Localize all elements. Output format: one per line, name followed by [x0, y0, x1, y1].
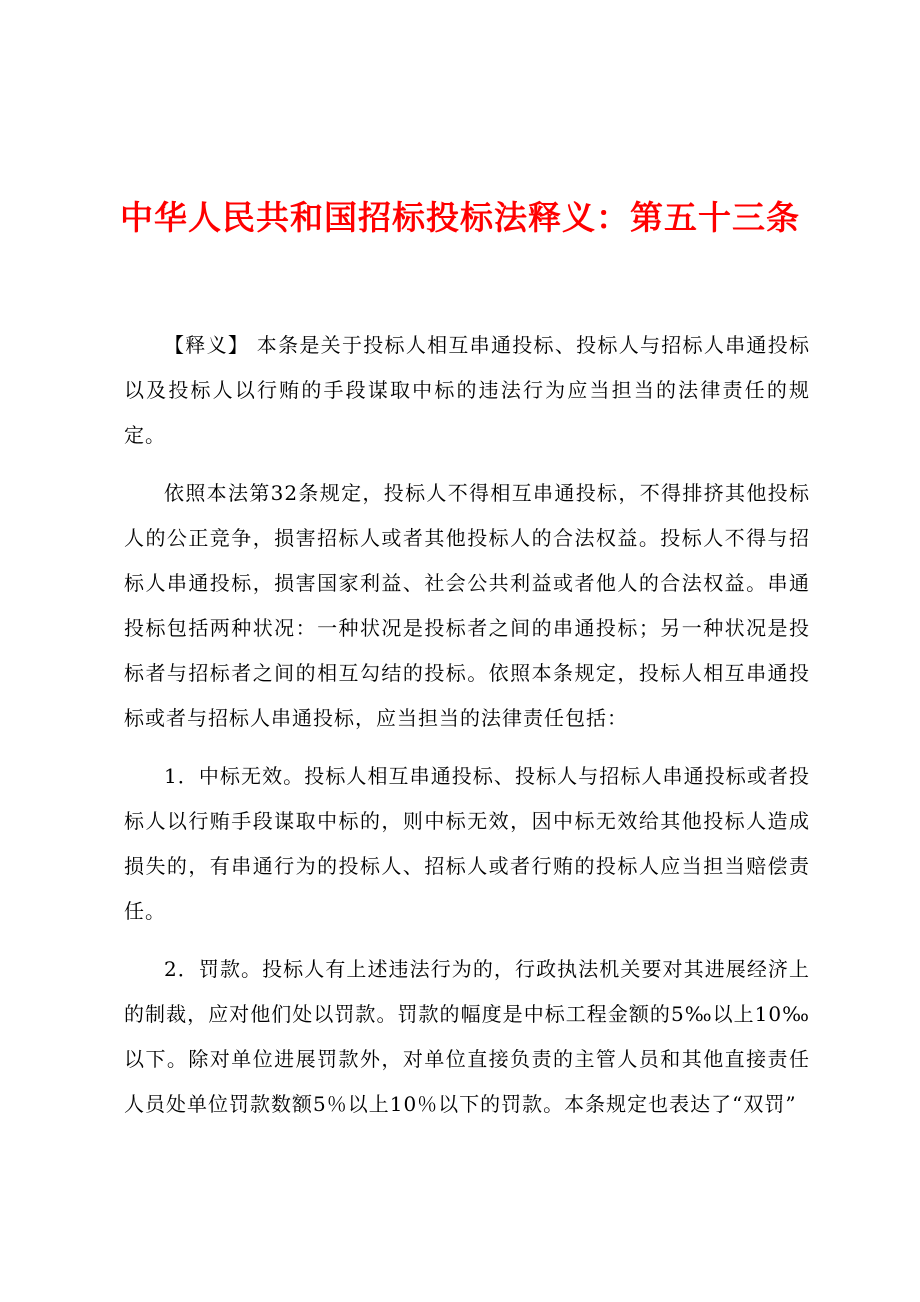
paragraph-interpretation: 【释义】 本条是关于投标人相互串通投标、投标人与招标人串通投标以及投标人以行贿的手段谋取中标的违法行为应当担当的法律责任的规定。 [124, 333, 810, 447]
document-body [124, 323, 810, 1140]
paragraph-article-32: 依照本法第32条规定，投标人不得相互串通投标，不得排挤其他投标人的公正竞争，损害招标人或者其他投标人的合法权益。投标人不得与招标人串通投标，损害国家利益、社会公共利益或者他人的合法权益。串通投标包括两种状况：一种状况是投标者之间的串通投标；另一种状况是投标者与招标者之间的相互勾结的投标。依照本条规定，投标人相互串通投标或者与招标人串通投标，应当担当的法律责任包括： [124, 481, 810, 730]
paragraph-item-1: 1．中标无效。投标人相互串通投标、投标人与招标人串通投标或者投标人以行贿手段谋取中标的，则中标无效，因中标无效给其他投标人造成损失的，有串通行为的投标人、招标人或者行贿的投标人应当担当赔偿责任。 [124, 764, 810, 923]
paragraph-item-2: 2．罚款。投标人有上述违法行为的，行政执法机关要对其进展经济上的制裁，应对他们处以罚款。罚款的幅度是中标工程金额的5‰以上10‰以下。除对单位进展罚款外，对单位直接负责的主管人员和其他直接责任人员处单位罚款数额5％以上10％以下的罚款。本条规定也表达了“双罚” [124, 957, 810, 1116]
document-title: 中华人民共和国招标投标法释义：第五十三条 [120, 198, 800, 237]
